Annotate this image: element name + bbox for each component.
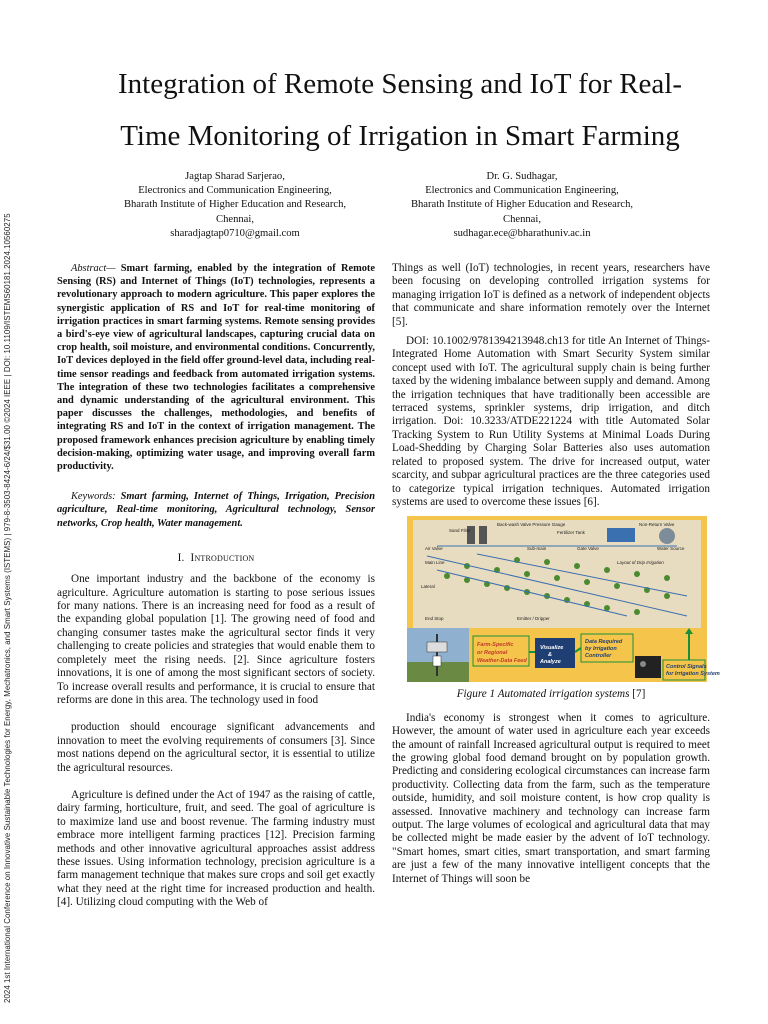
section-title: Introduction	[190, 551, 255, 564]
label-air-valve: Air Valve	[425, 546, 443, 552]
conference-sidebar	[2, 8, 16, 1008]
keywords-text: Smart farming, Internet of Things, Irrigation, Precision agriculture, Real-time monitoring, Agricultural technology, Sensor networks, Crop health, Water management.	[57, 491, 375, 529]
label-water-source: Water Source	[657, 546, 685, 552]
author-block-1	[85, 170, 385, 241]
intro-paragraph-1: One important industry and the backbone of the economy is agriculture. Agriculture automation is starting to pose serious issues for many nations. There is an increasing need for food as a result of the expanding global population [1]. The growing need of food and changing consumer tastes make the agricultural sector finds it very challenging to create policies and strategies that would enable them to completely meet the rising needs. [2]. Since agriculture fosters innovations, it is one of among the most significant sectors of society. To increase overall results and performance, it is crucial to ensure that reforms are done in this area. The technology used in food	[57, 573, 375, 706]
svg-text:for Irrigation System: for Irrigation System	[666, 671, 720, 678]
author-email[interactable]: sudhagar.ece@bharathuniv.ac.in	[453, 227, 591, 239]
svg-text:Control Signals: Control Signals	[666, 664, 707, 671]
intro-paragraph-2: production should encourage significant advancements and innovation to meet the evolving requirements of consumers [3]. Since most nations depend on the agricultural sector, it is essential to utilize the agricultural resources.	[57, 721, 375, 774]
abstract	[57, 262, 375, 473]
svg-text:&: &	[548, 652, 552, 659]
author-email[interactable]: sharadjagtap0710@gmail.com	[170, 227, 300, 239]
author-dept: Electronics and Communication Engineering,	[425, 185, 619, 197]
figure-automated-irrigation	[407, 516, 720, 682]
pump-icon	[607, 528, 635, 542]
author-institution: Bharath Institute of Higher Education and Research,	[410, 199, 634, 211]
right-paragraph-1: Things as well (IoT) technologies, in recent years, researchers have been focusing on developing controlled irrigation systems for managing irrigation IoT is defined as a network of independent objects that communicate and share information remotely over the Internet [5].	[392, 262, 710, 328]
keywords	[57, 490, 375, 530]
label-backwash: Back-wash Valve Pressure Gauge	[497, 522, 566, 528]
author-institution: Bharath Institute of Higher Education and Research,	[123, 199, 347, 211]
svg-text:Visualize: Visualize	[540, 645, 564, 652]
box-weather-data: Farm-Specific	[477, 642, 514, 649]
section-number: I.	[177, 551, 185, 564]
svg-text:by Irrigation: by Irrigation	[585, 646, 617, 653]
author-name: Jagtap Sharad Sarjerao,	[185, 171, 285, 182]
label-gate-valve: Gate Valve	[577, 546, 599, 552]
water-source-icon	[659, 528, 675, 544]
right-column	[392, 262, 720, 886]
title-line-1: Integration of Remote Sensing and IoT for Real-	[117, 68, 682, 100]
author-dept: Electronics and Communication Engineering,	[138, 185, 332, 197]
left-column	[57, 262, 375, 910]
author-city: Chennai,	[503, 213, 541, 225]
author-block-2	[372, 170, 672, 241]
author-name: Dr. G. Sudhagar,	[486, 171, 558, 182]
label-layout-title: Layout of Drip Irrigation	[617, 560, 664, 566]
label-main-line: Main Line	[425, 560, 445, 566]
label-lateral: Lateral	[421, 584, 435, 590]
svg-text:Weather-Data Feed: Weather-Data Feed	[477, 658, 527, 665]
section-heading-introduction	[57, 552, 375, 565]
svg-text:Controller: Controller	[585, 653, 612, 660]
svg-text:or Regional: or Regional	[477, 650, 508, 657]
label-non-return: Non-Return Valve	[639, 522, 675, 528]
right-paragraph-2: DOI: 10.1002/9781394213948.ch13 for title An Internet of Things-Integrated Home Automation with Smart Security System similar concept used with IoT. The agricultural supply chain is being further taxed by the widening imbalance between supply and demand. Among the irrigation techniques that have traditionally been accessible are terraced systems, sprinkler systems, drip irrigation, and ditch irrigation. Doi: 10.3233/ATDE221224 with title Automated Solar Tracking System to Run Utility Systems at Minimal Loads During Load-Shedding by Charging Solar Batteries also uses automation related to proposed system. The drive for increased output, water scarcity, and subpar agricultural practices are the three categories used to categorize typical irrigation techniques. Automated irrigation systems are used to overcome these issues [6].	[392, 335, 710, 508]
control-signals-box	[663, 660, 705, 680]
label-fertilizer: Fertilizer Tank	[557, 530, 585, 536]
author-city: Chennai,	[216, 213, 254, 225]
figure-caption	[392, 688, 710, 701]
paper-title	[40, 58, 760, 162]
intro-paragraph-3: Agriculture is defined under the Act of 1947 as the raising of cattle, dairy farming, horticulture, fruit, and seed. The goal of agriculture is to maximize land use and boost revenue. The farming industry must embrace more intelligent farming practices [12]. Precision farming methods and other innovative agricultural approaches assist address these issues. Using information technology, precision agriculture is a farm management technique that makes sure crops and soil get exactly what they need at the right time for increased production and health. [4]. Utilizing cloud computing with the Web of	[57, 788, 375, 909]
label-end-stop: End Stop	[425, 616, 444, 622]
controller-board-icon	[635, 656, 661, 678]
label-sub-main: Sub-main	[527, 546, 547, 552]
right-paragraph-3: India's economy is strongest when it comes to agriculture. However, the amount of water used in agriculture each year exceeds the amount of rainfall Increased agricultural output is required to meet the growing global food demand brought on by population growth. Predicting and considering ecological circumstances can increase farm productivity. Collecting data from the farm, such as the temperature outside, humidity, and soil moisture content, is how crop quality is assessed. Innovative machinery and technology can increase farm output. The large volumes of ecological and agricultural data that may be collected might be made easier by the advent of IoT technology. "Smart homes, smart cities, smart transportation, and smart farming are just a few of the many innovative intelligent concepts that the Internet of Things will soon be	[392, 711, 710, 885]
irrigation-diagram	[407, 516, 720, 682]
label-emitter: Emitter / Dripper	[517, 616, 550, 622]
abstract-text: Smart farming, enabled by the integration of Remote Sensing (RS) and Internet of Things (IoT) technologies, represents a revolutionary approach to modern agriculture. This paper explores the synergistic application of RS and IoT for real-time monitoring of irrigation practices in smart farming systems. Remote sensing provides a bird's-eye view of agricultural landscapes, capturing crucial data on crop health, soil moisture, and environmental conditions. Concurrently, IoT devices deployed in the field offer ground-level data, including real-time sensor readings and feedback from automated irrigation systems. The integration of these two technologies facilitates a comprehensive and dynamic understanding of the agricultural environment. This paper discusses the challenges, methodologies, and benefits of integrating RS and IoT in the context of irrigation management. The proposed framework enhances precision agriculture by enabling timely decision-making, optimizing water usage, and improving overall farm productivity.	[57, 263, 375, 473]
keywords-label: Keywords:	[71, 491, 116, 503]
label-sand-filter: Sand Filter	[449, 528, 471, 534]
figure-caption-text: Figure 1 Automated irrigation systems	[456, 688, 630, 701]
svg-text:Data Required: Data Required	[585, 639, 623, 646]
abstract-label: Abstract—	[71, 263, 116, 274]
title-line-2: Time Monitoring of Irrigation in Smart Farming	[120, 120, 680, 152]
svg-text:Analyze: Analyze	[540, 659, 561, 666]
figure-caption-ref: [7]	[629, 688, 646, 701]
conference-sidebar-text: 2024 1st International Conference on Innovative Sustainable Technologies for Energy, Mechatronics, and Smart Systems (ISTEMS) | 979-8-3503-8424-6/24/$31.00 ©2024 IEEE | DOI: 10.1109/ISTEMS60181.2024.10560275	[3, 213, 12, 1003]
